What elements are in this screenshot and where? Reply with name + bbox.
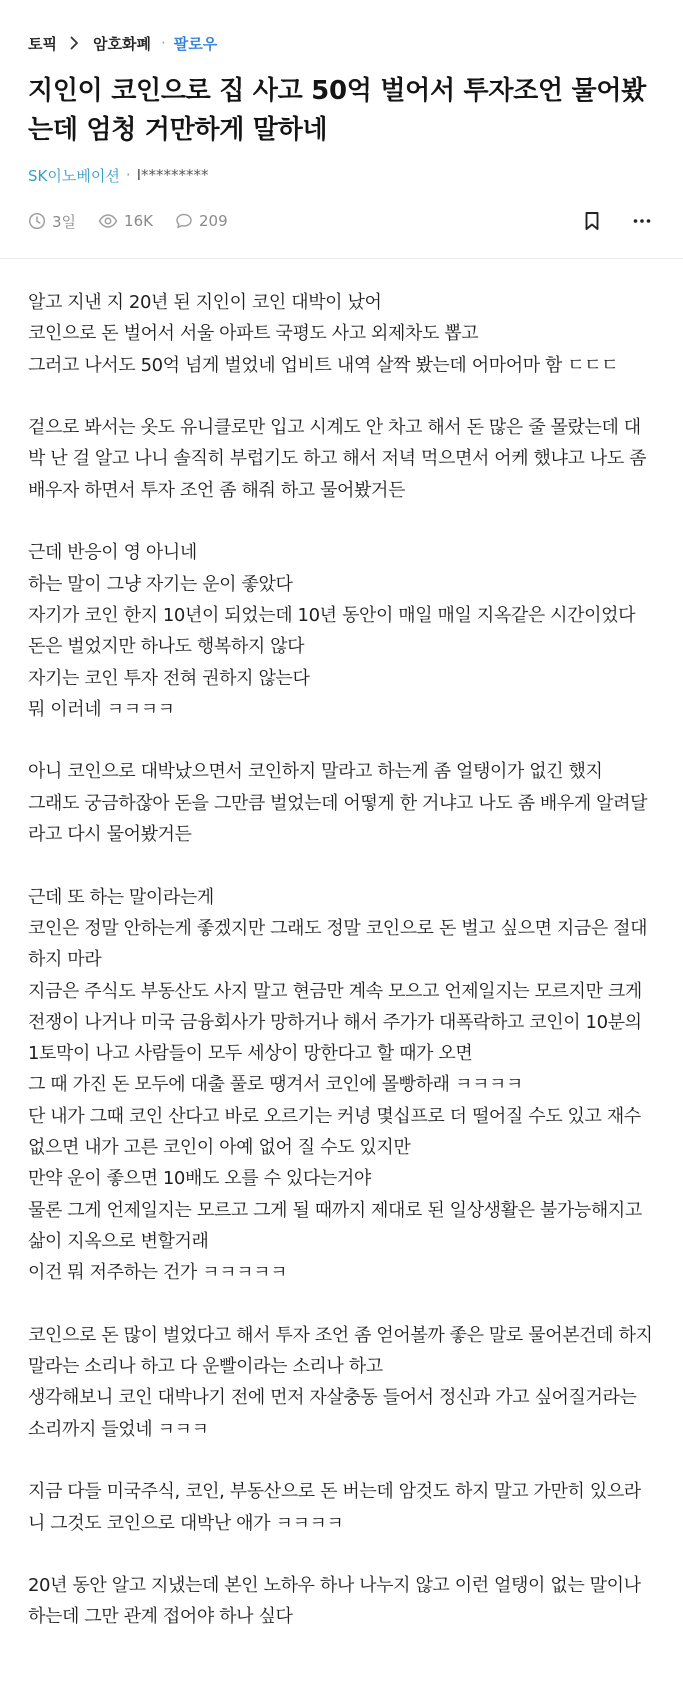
- body-line: 그러고 나서도 50억 넘게 벌었네 업비트 내역 살짝 봤는데 어마어마 함 ㄷㄷㄷ: [28, 354, 619, 376]
- clock-icon: [28, 212, 46, 230]
- comment-icon: [175, 212, 193, 230]
- time-stat: [28, 211, 76, 232]
- breadcrumb-category[interactable]: 암호화폐: [92, 34, 151, 53]
- body-line: 돈은 벌었지만 하나도 행복하지 않다: [28, 636, 305, 658]
- body-line: 코인으로 돈 벌어서 서울 아파트 국평도 사고 외제차도 뽑고: [28, 323, 479, 345]
- post-header: [0, 28, 683, 234]
- body-line: 지금은 주식도 부동산도 사지 말고 현금만 계속 모으고 언제일지는 모르지만 크게 전쟁이 나거나 미국 금융회사가 망하거나 해서 주가가 대폭락하고 코인이 10분의 1토막이 나고 사람들이 모두 세상이 망한다고 할 때가 오면: [28, 980, 642, 1065]
- eye-icon: [98, 212, 118, 230]
- body-line: 그래도 궁금하잖아 돈을 그만큼 벌었는데 어떻게 한 거냐고 나도 좀 배우게 알려달라고 다시 물어봤거든: [28, 792, 648, 846]
- body-line: 겉으로 봐서는 옷도 유니클로만 입고 시계도 안 차고 해서 돈 많은 줄 몰랐는데 대박 난 걸 알고 나니 솔직히 부럽기도 하고 해서 저녁 먹으면서 어케 했냐고 나도 좀 배우자 하면서 투자 조언 좀 해줘 하고 물어봤거든: [28, 417, 647, 501]
- chevron-right-icon: [67, 36, 81, 50]
- body-paragraph: [28, 412, 655, 506]
- body-line: 만약 운이 좋으면 10배도 오를 수 있다는거야: [28, 1168, 371, 1190]
- comments-stat[interactable]: [175, 212, 228, 230]
- breadcrumb: [28, 28, 655, 58]
- body-line: 알고 지낸 지 20년 된 지인이 코인 대박이 났어: [28, 292, 382, 313]
- breadcrumb-topic[interactable]: 토픽: [28, 34, 57, 53]
- breadcrumb-separator: ·: [160, 34, 166, 52]
- author-separator: ·: [125, 166, 131, 184]
- comment-count: 209: [198, 212, 228, 230]
- author-nickname: I*********: [136, 166, 209, 184]
- body-paragraph: [28, 1320, 655, 1445]
- body-paragraph: [28, 882, 655, 1289]
- body-line: 단 내가 그때 코인 산다고 바로 오르기는 커녕 몇십프로 더 떨어질 수도 있고 재수 없으면 내가 고른 코인이 아예 없어 질 수도 있지만: [28, 1105, 641, 1159]
- body-line: 근데 또 하는 말이라는게: [28, 886, 214, 908]
- body-paragraph: [28, 1476, 655, 1539]
- author-info: [28, 164, 655, 186]
- body-line: 뭐 이러네 ㅋㅋㅋㅋ: [28, 698, 175, 720]
- more-options-button[interactable]: [629, 208, 655, 234]
- body-line: 아니 코인으로 대박났으면서 코인하지 말라고 하는게 좀 얼탱이가 없긴 했지: [28, 761, 603, 783]
- body-line: 코인은 정말 안하는게 좋겠지만 그래도 정말 코인으로 돈 벌고 싶으면 지금은 절대 하지 마라: [28, 917, 648, 971]
- views-stat: [98, 212, 153, 230]
- body-line: 하는 말이 그냥 자기는 운이 좋았다: [28, 573, 293, 595]
- body-line: 자기는 코인 투자 전혀 권하지 않는다: [28, 667, 310, 689]
- body-line: 이건 뭐 저주하는 건가 ㅋㅋㅋㅋㅋ: [28, 1262, 288, 1284]
- body-paragraph: [28, 756, 655, 850]
- body-line: 물론 그게 언제일지는 모르고 그게 될 때까지 제대로 된 일상생활은 불가능해지고 삶이 지옥으로 변할거래: [28, 1199, 642, 1252]
- view-count: 16K: [124, 212, 153, 230]
- post-actions: [555, 208, 655, 234]
- time-ago: 3일: [52, 212, 77, 231]
- more-horizontal-icon: [633, 218, 651, 224]
- post-stats: [28, 208, 655, 234]
- post-body: [0, 259, 683, 1633]
- bookmark-icon: [584, 211, 600, 231]
- post-title: 지인이 코인으로 집 사고 50억 벌어서 투자조언 물어봤는데 엄청 거만하게 말하네: [28, 76, 646, 145]
- author-company[interactable]: SK이노베이션: [28, 166, 120, 185]
- bookmark-button[interactable]: [579, 208, 605, 234]
- follow-button[interactable]: 팔로우: [173, 34, 218, 53]
- body-line: 지금 다들 미국주식, 코인, 부동산으로 돈 버는데 암것도 하지 말고 가만히 있으라니 그것도 코인으로 대박난 애가 ㅋㅋㅋㅋ: [28, 1481, 641, 1534]
- body-line: 근데 반응이 영 아니네: [28, 542, 197, 564]
- body-line: 그 때 가진 돈 모두에 대출 풀로 땡겨서 코인에 몰빵하래 ㅋㅋㅋㅋ: [28, 1074, 523, 1096]
- body-paragraph: [28, 537, 655, 725]
- body-line: 20년 동안 알고 지냈는데 본인 노하우 하나 나누지 않고 이런 얼탱이 없는 말이나 하는데 그만 관계 접어야 하나 싶다: [28, 1575, 641, 1628]
- body-paragraph: [28, 1570, 655, 1633]
- body-line: 생각해보니 코인 대박나기 전에 먼저 자살충동 들어서 정신과 가고 싶어질거라는 소리까지 들었네 ㅋㅋㅋ: [28, 1387, 637, 1440]
- body-line: 자기가 코인 한지 10년이 되었는데 10년 동안이 매일 매일 지옥같은 시간이었다: [28, 604, 636, 626]
- body-paragraph: [28, 287, 655, 381]
- body-line: 코인으로 돈 많이 벌었다고 해서 투자 조언 좀 얻어볼까 좋은 말로 물어본건데 하지 말라는 소리나 하고 다 운빨이라는 소리나 하고: [28, 1324, 653, 1378]
